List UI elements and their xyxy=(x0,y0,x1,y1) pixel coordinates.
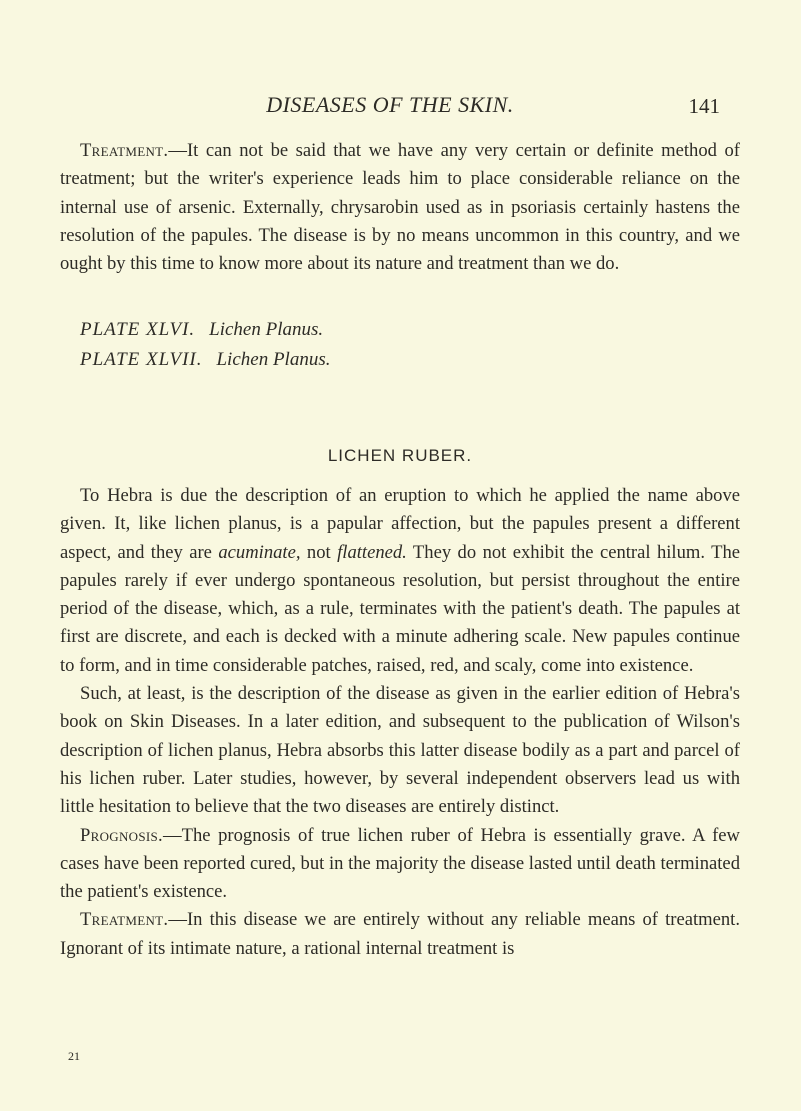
plate-label: PLATE XLVI. xyxy=(80,319,196,340)
treatment-label-2: Treatment. xyxy=(80,909,169,931)
page-number: 141 xyxy=(688,94,720,118)
treatment-section-1 xyxy=(60,137,740,278)
treatment-label-1: Treatment. xyxy=(80,140,169,161)
paragraph-text: They do not exhibit the central hilum. The papules rarely if ever undergo spontaneous resolution, but persist throughout the entire period of the disease, which, as a rule, terminates with the patient's death. The papules at first are discrete, and each is decked with a minute adhering scale. New papules continue to form, and in time considerable patches, raised, red, and scaly, come into existence. xyxy=(60,541,740,676)
prognosis-label: Prognosis. xyxy=(80,824,164,846)
treatment-text-1: —It can not be said that we have any very certain or definite method of treatment; but the writer's experience leads him to place considerable reliance on the internal use of arsenic. Externally, chrysarobin used as in psoriasis certainly hastens the resolution of the papules. The disease is by no means uncommon in this country, and we ought by this time to know more about its nature and treatment than we do. xyxy=(60,140,740,275)
treatment-text-2: —In this disease we are entirely without any reliable means of treatment. Ignorant of its intimate nature, a rational internal treatment is xyxy=(60,909,740,959)
prognosis-paragraph xyxy=(60,822,740,907)
plate-reference xyxy=(80,315,330,345)
paragraph-description xyxy=(60,482,740,680)
plate-title: Lichen Planus. xyxy=(216,349,331,370)
running-title: DISEASES OF THE SKIN. xyxy=(266,92,514,117)
plate-label: PLATE XLVII. xyxy=(80,349,203,370)
treatment-paragraph-2 xyxy=(60,906,740,963)
paragraph-editions: Such, at least, is the description of the disease as given in the earlier edition of Hebra's book on Skin Diseases. In a later edition, and subsequent to the publication of Wilson's description of lichen planus, Hebra absorbs this latter disease bodily as a part and parcel of his lichen ruber. Later studies, however, by several independent observers lead us with little hesitation to believe that the two diseases are entirely distinct. xyxy=(60,683,740,818)
prognosis-text: —The prognosis of true lichen ruber of Hebra is essentially grave. A few cases have been reported cured, but in the majority the disease lasted until death terminated the patient's existence. xyxy=(60,824,740,903)
paragraph-text: not xyxy=(300,541,338,563)
running-head xyxy=(60,92,720,126)
emphasis-flattened: flattened. xyxy=(337,541,407,563)
treatment-paragraph-1 xyxy=(60,137,740,278)
emphasis-acuminate: acuminate, xyxy=(218,541,301,563)
plate-title: Lichen Planus. xyxy=(209,319,324,340)
section-heading: LICHEN RUBER. xyxy=(327,446,473,465)
lichen-ruber-body xyxy=(60,482,740,963)
paragraph-text: To Hebra is due the description of an eruption to which he applied the name above given. It, like lichen planus, is a papular affection, but the papules present a different aspect, and they are xyxy=(60,485,740,563)
plate-reference xyxy=(80,345,330,375)
signature-mark: 21 xyxy=(68,1049,80,1063)
plate-references xyxy=(80,315,330,375)
